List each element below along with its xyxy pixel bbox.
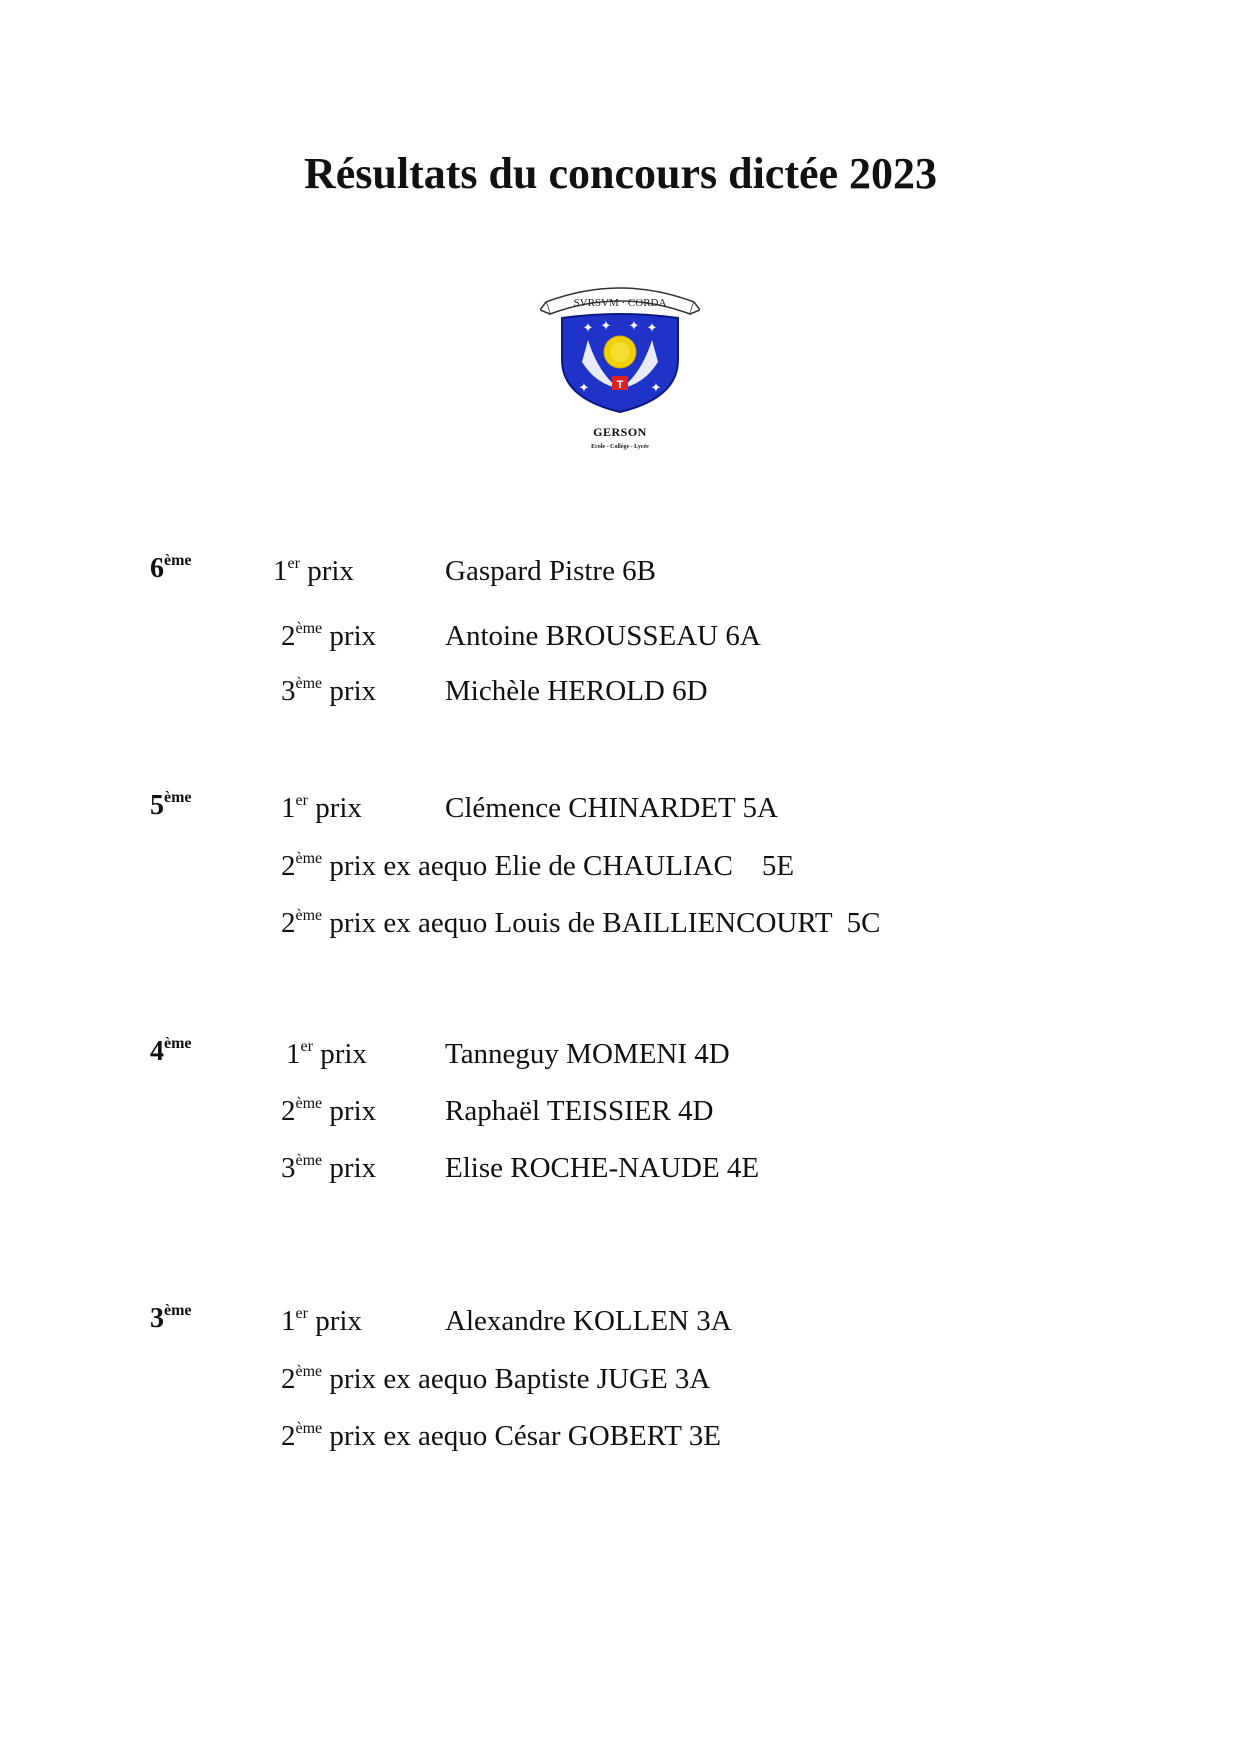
winner-name: Alexandre KOLLEN 3A bbox=[445, 1305, 732, 1337]
prize-label: 1er prix bbox=[273, 555, 354, 587]
svg-text:✦: ✦ bbox=[600, 318, 612, 333]
prize-label: 1er prix bbox=[286, 1038, 367, 1070]
winner-name: Clémence CHINARDET 5A bbox=[445, 792, 778, 824]
svg-text:✦: ✦ bbox=[582, 320, 594, 335]
svg-text:T: T bbox=[616, 379, 624, 391]
svg-text:SVRSVM · CORDA: SVRSVM · CORDA bbox=[573, 297, 667, 309]
prize-label: 1er prix bbox=[281, 1305, 362, 1337]
page-title: Résultats du concours dictée 2023 bbox=[303, 149, 938, 198]
crest-icon bbox=[540, 280, 700, 420]
prize-label: 2ème prix bbox=[281, 1095, 377, 1127]
prize-label: 1er prix bbox=[281, 792, 362, 824]
logo-subtitle: Ecole - Collège - Lycée bbox=[591, 444, 649, 450]
prize-row-ex-aequo: 2ème prix ex aequo César GOBERT 3E bbox=[281, 1420, 721, 1452]
prize-label: 3ème prix bbox=[281, 1152, 377, 1184]
svg-text:✦: ✦ bbox=[646, 320, 658, 335]
level-5-heading: 5ème bbox=[150, 789, 192, 821]
winner-name: Tanneguy MOMENI 4D bbox=[445, 1038, 730, 1070]
svg-text:✦: ✦ bbox=[628, 318, 640, 333]
prize-label: 3ème prix bbox=[281, 675, 377, 707]
logo-school-name: GERSON bbox=[593, 425, 647, 439]
prize-label: 2ème prix bbox=[281, 620, 377, 652]
winner-name: Antoine BROUSSEAU 6A bbox=[445, 620, 761, 652]
school-logo bbox=[540, 280, 700, 460]
svg-text:✦: ✦ bbox=[578, 380, 590, 395]
winner-name: Michèle HEROLD 6D bbox=[445, 675, 708, 707]
winner-name: Raphaël TEISSIER 4D bbox=[445, 1095, 714, 1127]
prize-row-ex-aequo: 2ème prix ex aequo Elie de CHAULIAC 5E bbox=[281, 850, 795, 882]
level-6-heading: 6ème bbox=[150, 552, 192, 584]
level-4-heading: 4ème bbox=[150, 1035, 192, 1067]
svg-text:✦: ✦ bbox=[650, 380, 662, 395]
level-3-heading: 3ème bbox=[150, 1302, 192, 1334]
prize-row-ex-aequo: 2ème prix ex aequo Louis de BAILLIENCOURT 5C bbox=[281, 907, 881, 939]
winner-name: Elise ROCHE-NAUDE 4E bbox=[445, 1152, 760, 1184]
prize-row-ex-aequo: 2ème prix ex aequo Baptiste JUGE 3A bbox=[281, 1363, 711, 1395]
winner-name: Gaspard Pistre 6B bbox=[445, 555, 657, 587]
